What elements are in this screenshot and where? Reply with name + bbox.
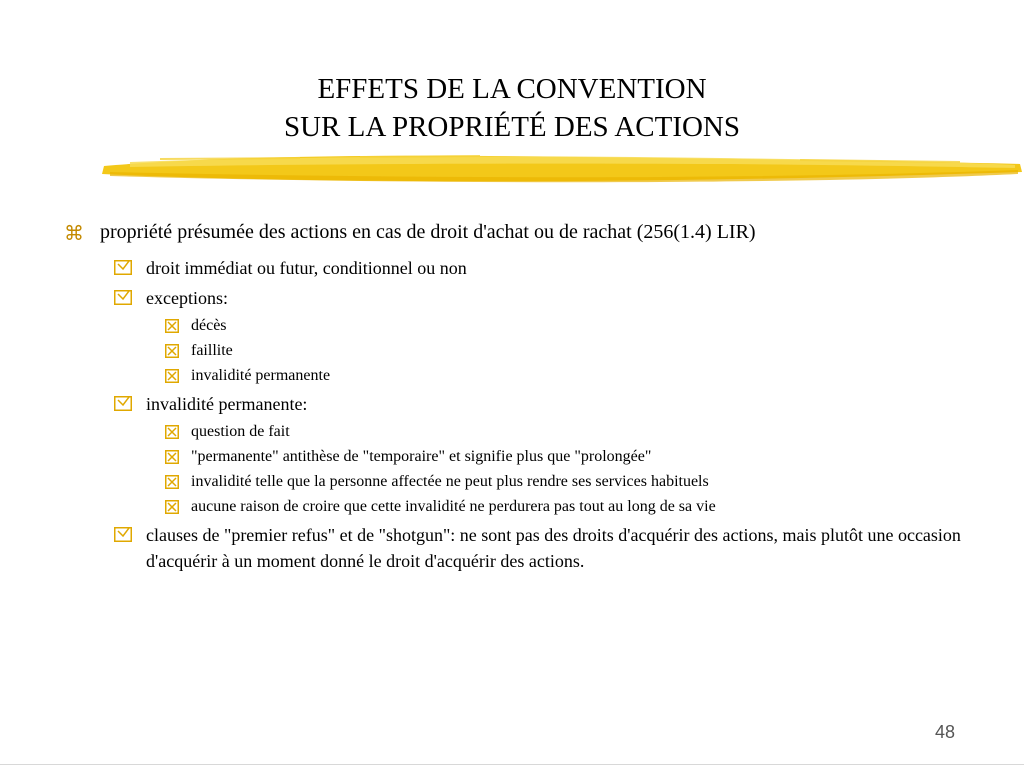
page-number: 48 bbox=[934, 722, 956, 742]
checkbox-x-icon bbox=[165, 319, 179, 333]
list-item bbox=[60, 496, 970, 518]
slide-title bbox=[0, 70, 1024, 146]
brush-stroke-underline bbox=[100, 150, 1024, 186]
checkbox-x-icon bbox=[165, 369, 179, 383]
list-item-text: aucune raison de croire que cette invalidité ne perdurera pas tout au long de sa vie bbox=[191, 498, 716, 515]
checkbox-check-icon bbox=[114, 260, 132, 275]
checkbox-x-icon bbox=[165, 475, 179, 489]
list-item-text: invalidité telle que la personne affectée ne peut plus rendre ses services habituels bbox=[191, 473, 709, 490]
slide-title-line-1: EFFETS DE LA CONVENTION bbox=[317, 73, 707, 105]
sub-bullet-1-text: droit immédiat ou futur, conditionnel ou non bbox=[146, 258, 467, 278]
command-key-icon: ⌘ bbox=[64, 223, 84, 245]
list-item bbox=[60, 446, 970, 468]
checkbox-x-icon bbox=[165, 450, 179, 464]
list-item-text: invalidité permanente bbox=[191, 367, 331, 384]
list-item-text: "permanente" antithèse de "temporaire" et signifie plus que "prolongée" bbox=[191, 448, 652, 465]
list-item bbox=[60, 365, 970, 387]
list-item bbox=[60, 421, 970, 443]
checkbox-x-icon bbox=[165, 344, 179, 358]
list-item bbox=[60, 315, 970, 337]
bullet-main-text: propriété présumée des actions en cas de droit d'achat ou de rachat (256(1.4) LIR) bbox=[100, 221, 756, 243]
sub-bullet-4-text: clauses de "premier refus" et de "shotgun": ne sont pas des droits d'acquérir des actions, mais plutôt une occasion d'acquérir à un moment donné le droit d'acquérir des actions. bbox=[146, 525, 961, 571]
checkbox-x-icon bbox=[165, 425, 179, 439]
sub-bullet-2 bbox=[60, 285, 970, 311]
list-item-text: faillite bbox=[191, 342, 233, 359]
checkbox-check-icon bbox=[114, 527, 132, 542]
sub-bullet-1 bbox=[60, 255, 970, 281]
checkbox-check-icon bbox=[114, 396, 132, 411]
sub-bullet-4 bbox=[60, 522, 970, 574]
sub-bullet-3 bbox=[60, 391, 970, 417]
list-item-text: décès bbox=[191, 317, 227, 334]
footer-divider bbox=[0, 764, 1024, 765]
bullet-main bbox=[60, 218, 970, 247]
list-item bbox=[60, 471, 970, 493]
sub-bullet-3-text: invalidité permanente: bbox=[146, 394, 308, 414]
checkbox-x-icon bbox=[165, 500, 179, 514]
slide-body bbox=[60, 218, 970, 578]
checkbox-check-icon bbox=[114, 290, 132, 305]
list-item-text: question de fait bbox=[191, 423, 290, 440]
sub-bullet-2-text: exceptions: bbox=[146, 288, 228, 308]
slide-title-line-2: SUR LA PROPRIÉTÉ DES ACTIONS bbox=[283, 111, 740, 143]
list-item bbox=[60, 340, 970, 362]
